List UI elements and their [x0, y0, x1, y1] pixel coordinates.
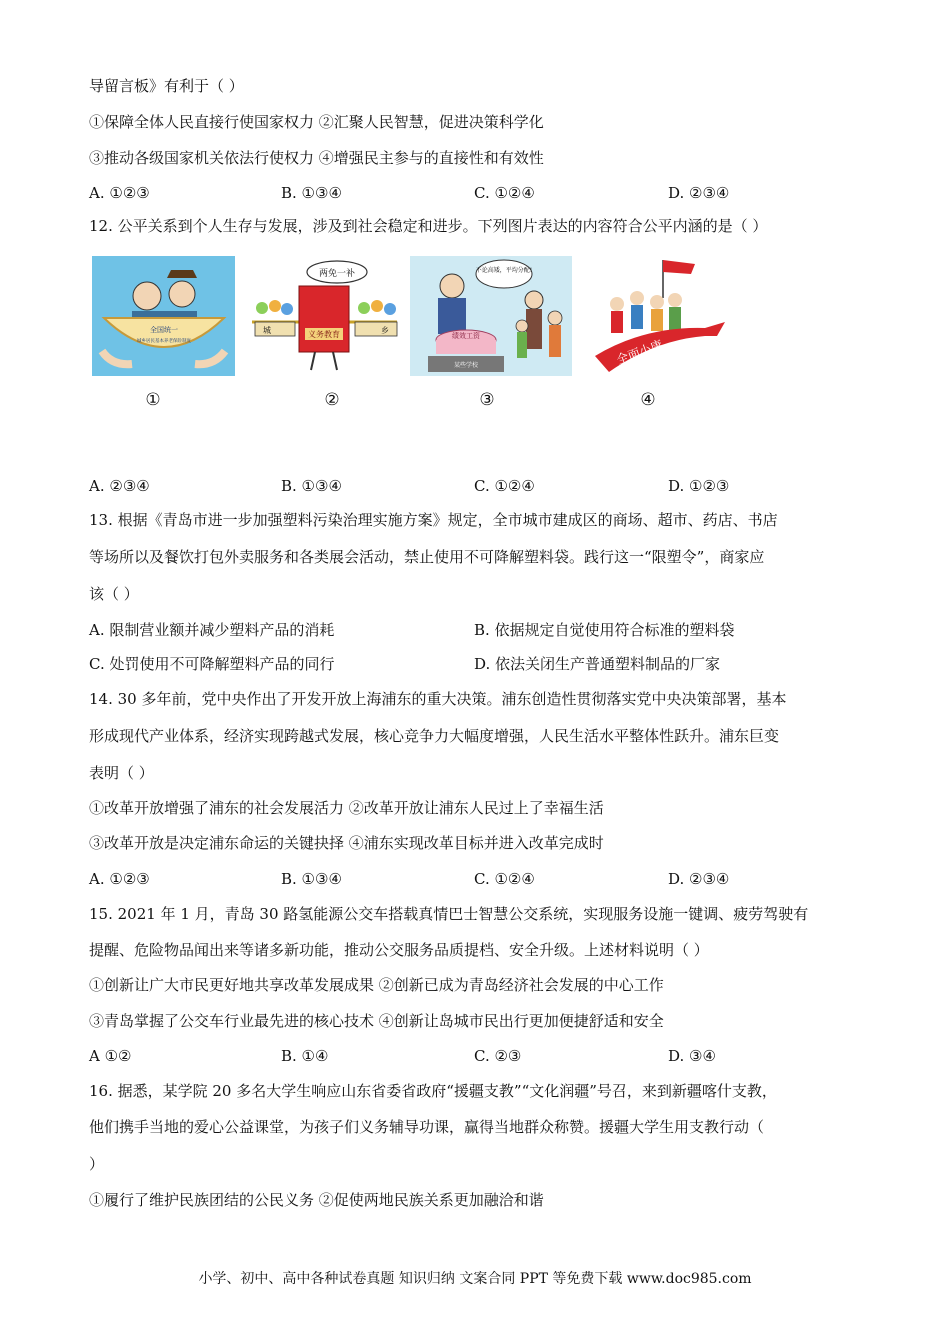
- q15-option-a: A ①②: [89, 1047, 132, 1065]
- q13-option-c: C. 处罚使用不可降解塑料产品的同行: [89, 655, 335, 673]
- q11-stem-tail: 导留言板》有利于（ ）: [89, 77, 244, 95]
- svg-text:绩效工资: 绩效工资: [452, 332, 480, 340]
- svg-text:城乡居民基本养老保险制度: 城乡居民基本养老保险制度: [137, 339, 191, 344]
- q14-stem-line-3: 表明（ ）: [89, 764, 154, 782]
- q14-option-a: A. ①②③: [89, 870, 150, 888]
- q14-option-c: C. ①②④: [474, 870, 535, 888]
- q16-stem-line-3: ）: [89, 1155, 105, 1173]
- q11-option-b: B. ①③④: [281, 184, 342, 202]
- q15-option-d: D. ③④: [668, 1047, 716, 1065]
- q12-image-3: [410, 256, 572, 376]
- q13-option-b: B. 依据规定自觉使用符合标准的塑料袋: [474, 621, 735, 639]
- q12-option-c: C. ①②④: [474, 477, 535, 495]
- q16-stem-line-2: 他们携手当地的爱心公益课堂，为孩子们义务辅导功课，赢得当地群众称赞。援疆大学生用支教行动（: [89, 1118, 765, 1136]
- q12-image-4: [585, 256, 728, 376]
- q12-caption-4: ④: [640, 390, 656, 410]
- q11-statements-1: ①保障全体人民直接行使国家权力 ②汇聚人民智慧，促进决策科学化: [89, 113, 544, 131]
- q15-stem-line-2: 提醒、危险物品闻出来等诸多新功能，推动公交服务品质提档、安全升级。上述材料说明（ ）: [89, 941, 709, 959]
- q11-option-a: A. ①②③: [89, 184, 150, 202]
- svg-text:两免一补: 两免一补: [318, 269, 356, 279]
- q12-image-2: [247, 256, 404, 376]
- runners-flag-cartoon-icon: [585, 256, 728, 376]
- page-footer: 小学、初中、高中各种试卷真题 知识归纳 文案合同 PPT 等免费下载 www.doc985.com: [198, 1271, 752, 1287]
- q12-caption-3: ③: [479, 390, 495, 410]
- q12-image-1: [92, 256, 235, 376]
- q12-stem: 12. 公平关系到个人生存与发展，涉及到社会稳定和进步。下列图片表达的内容符合公平内涵的是（ ）: [89, 217, 768, 235]
- svg-text:某些学校: 某些学校: [453, 362, 479, 369]
- q15-option-b: B. ①④: [281, 1047, 329, 1065]
- q12-option-a: A. ②③④: [89, 477, 150, 495]
- q12-caption-1: ①: [145, 390, 161, 410]
- q16-stem-line-1: 16. 据悉，某学院 20 多名大学生响应山东省委省政府“援疆支教”“文化润疆”号召，来到新疆喀什支教，: [89, 1082, 777, 1100]
- q13-stem-line-1: 13. 根据《青岛市进一步加强塑料污染治理实施方案》规定，全市城市建成区的商场、超市、药店、书店: [89, 511, 778, 529]
- q13-stem-line-3: 该（ ）: [89, 585, 139, 603]
- q11-option-d: D. ②③④: [668, 184, 730, 202]
- q12-option-b: B. ①③④: [281, 477, 342, 495]
- q14-stem-line-1: 14. 30 多年前，党中央作出了开发开放上海浦东的重大决策。浦东创造性贯彻落实党中央决策部署，基本: [89, 690, 787, 708]
- q15-stem-line-1: 15. 2021 年 1 月，青岛 30 路氢能源公交车搭载真情巴士智慧公交系统，实现服务设施一键调、疲劳驾驶有: [89, 905, 809, 923]
- q14-option-d: D. ②③④: [668, 870, 730, 888]
- q13-option-a: A. 限制营业额并减少塑料产品的消耗: [89, 621, 335, 639]
- compulsory-education-scale-cartoon-icon: [247, 256, 404, 376]
- q15-statements-1: ①创新让广大市民更好地共享改革发展成果 ②创新已成为青岛经济社会发展的中心工作: [89, 976, 664, 994]
- performance-pay-cake-cartoon-icon: [410, 256, 572, 376]
- svg-text:不论高矮，平均分配!: 不论高矮，平均分配!: [475, 267, 533, 274]
- q13-option-d: D. 依法关闭生产普通塑料制品的厂家: [474, 655, 721, 673]
- q12-option-d: D. ①②③: [668, 477, 730, 495]
- q11-option-c: C. ①②④: [474, 184, 535, 202]
- q12-caption-2: ②: [324, 390, 340, 410]
- q13-stem-line-2: 等场所以及餐饮打包外卖服务和各类展会活动，禁止使用不可降解塑料袋。践行这一“限塑令”，商家应: [89, 548, 765, 566]
- pension-bowl-cartoon-icon: [92, 256, 235, 376]
- svg-text:全面小康: 全面小康: [614, 337, 665, 368]
- q14-stem-line-2: 形成现代产业体系，经济实现跨越式发展，核心竞争力大幅度增强，人民生活水平整体性跃升。浦东巨变: [89, 727, 780, 745]
- q15-statements-2: ③青岛掌握了公交车行业最先进的核心技术 ④创新让岛城市民出行更加便捷舒适和安全: [89, 1012, 664, 1030]
- q14-statements-1: ①改革开放增强了浦东的社会发展活力 ②改革开放让浦东人民过上了幸福生活: [89, 799, 604, 817]
- q16-statements-1: ①履行了维护民族团结的公民义务 ②促使两地民族关系更加融洽和谐: [89, 1191, 544, 1209]
- q15-option-c: C. ②③: [474, 1047, 522, 1065]
- q14-option-b: B. ①③④: [281, 870, 342, 888]
- svg-text:义务教育: 义务教育: [308, 330, 340, 339]
- svg-text:乡: 乡: [381, 326, 389, 335]
- svg-text:全国统一: 全国统一: [150, 326, 178, 334]
- q11-statements-2: ③推动各级国家机关依法行使权力 ④增强民主参与的直接性和有效性: [89, 149, 544, 167]
- svg-text:城: 城: [263, 326, 271, 335]
- q14-statements-2: ③改革开放是决定浦东命运的关键抉择 ④浦东实现改革目标并进入改革完成时: [89, 834, 604, 852]
